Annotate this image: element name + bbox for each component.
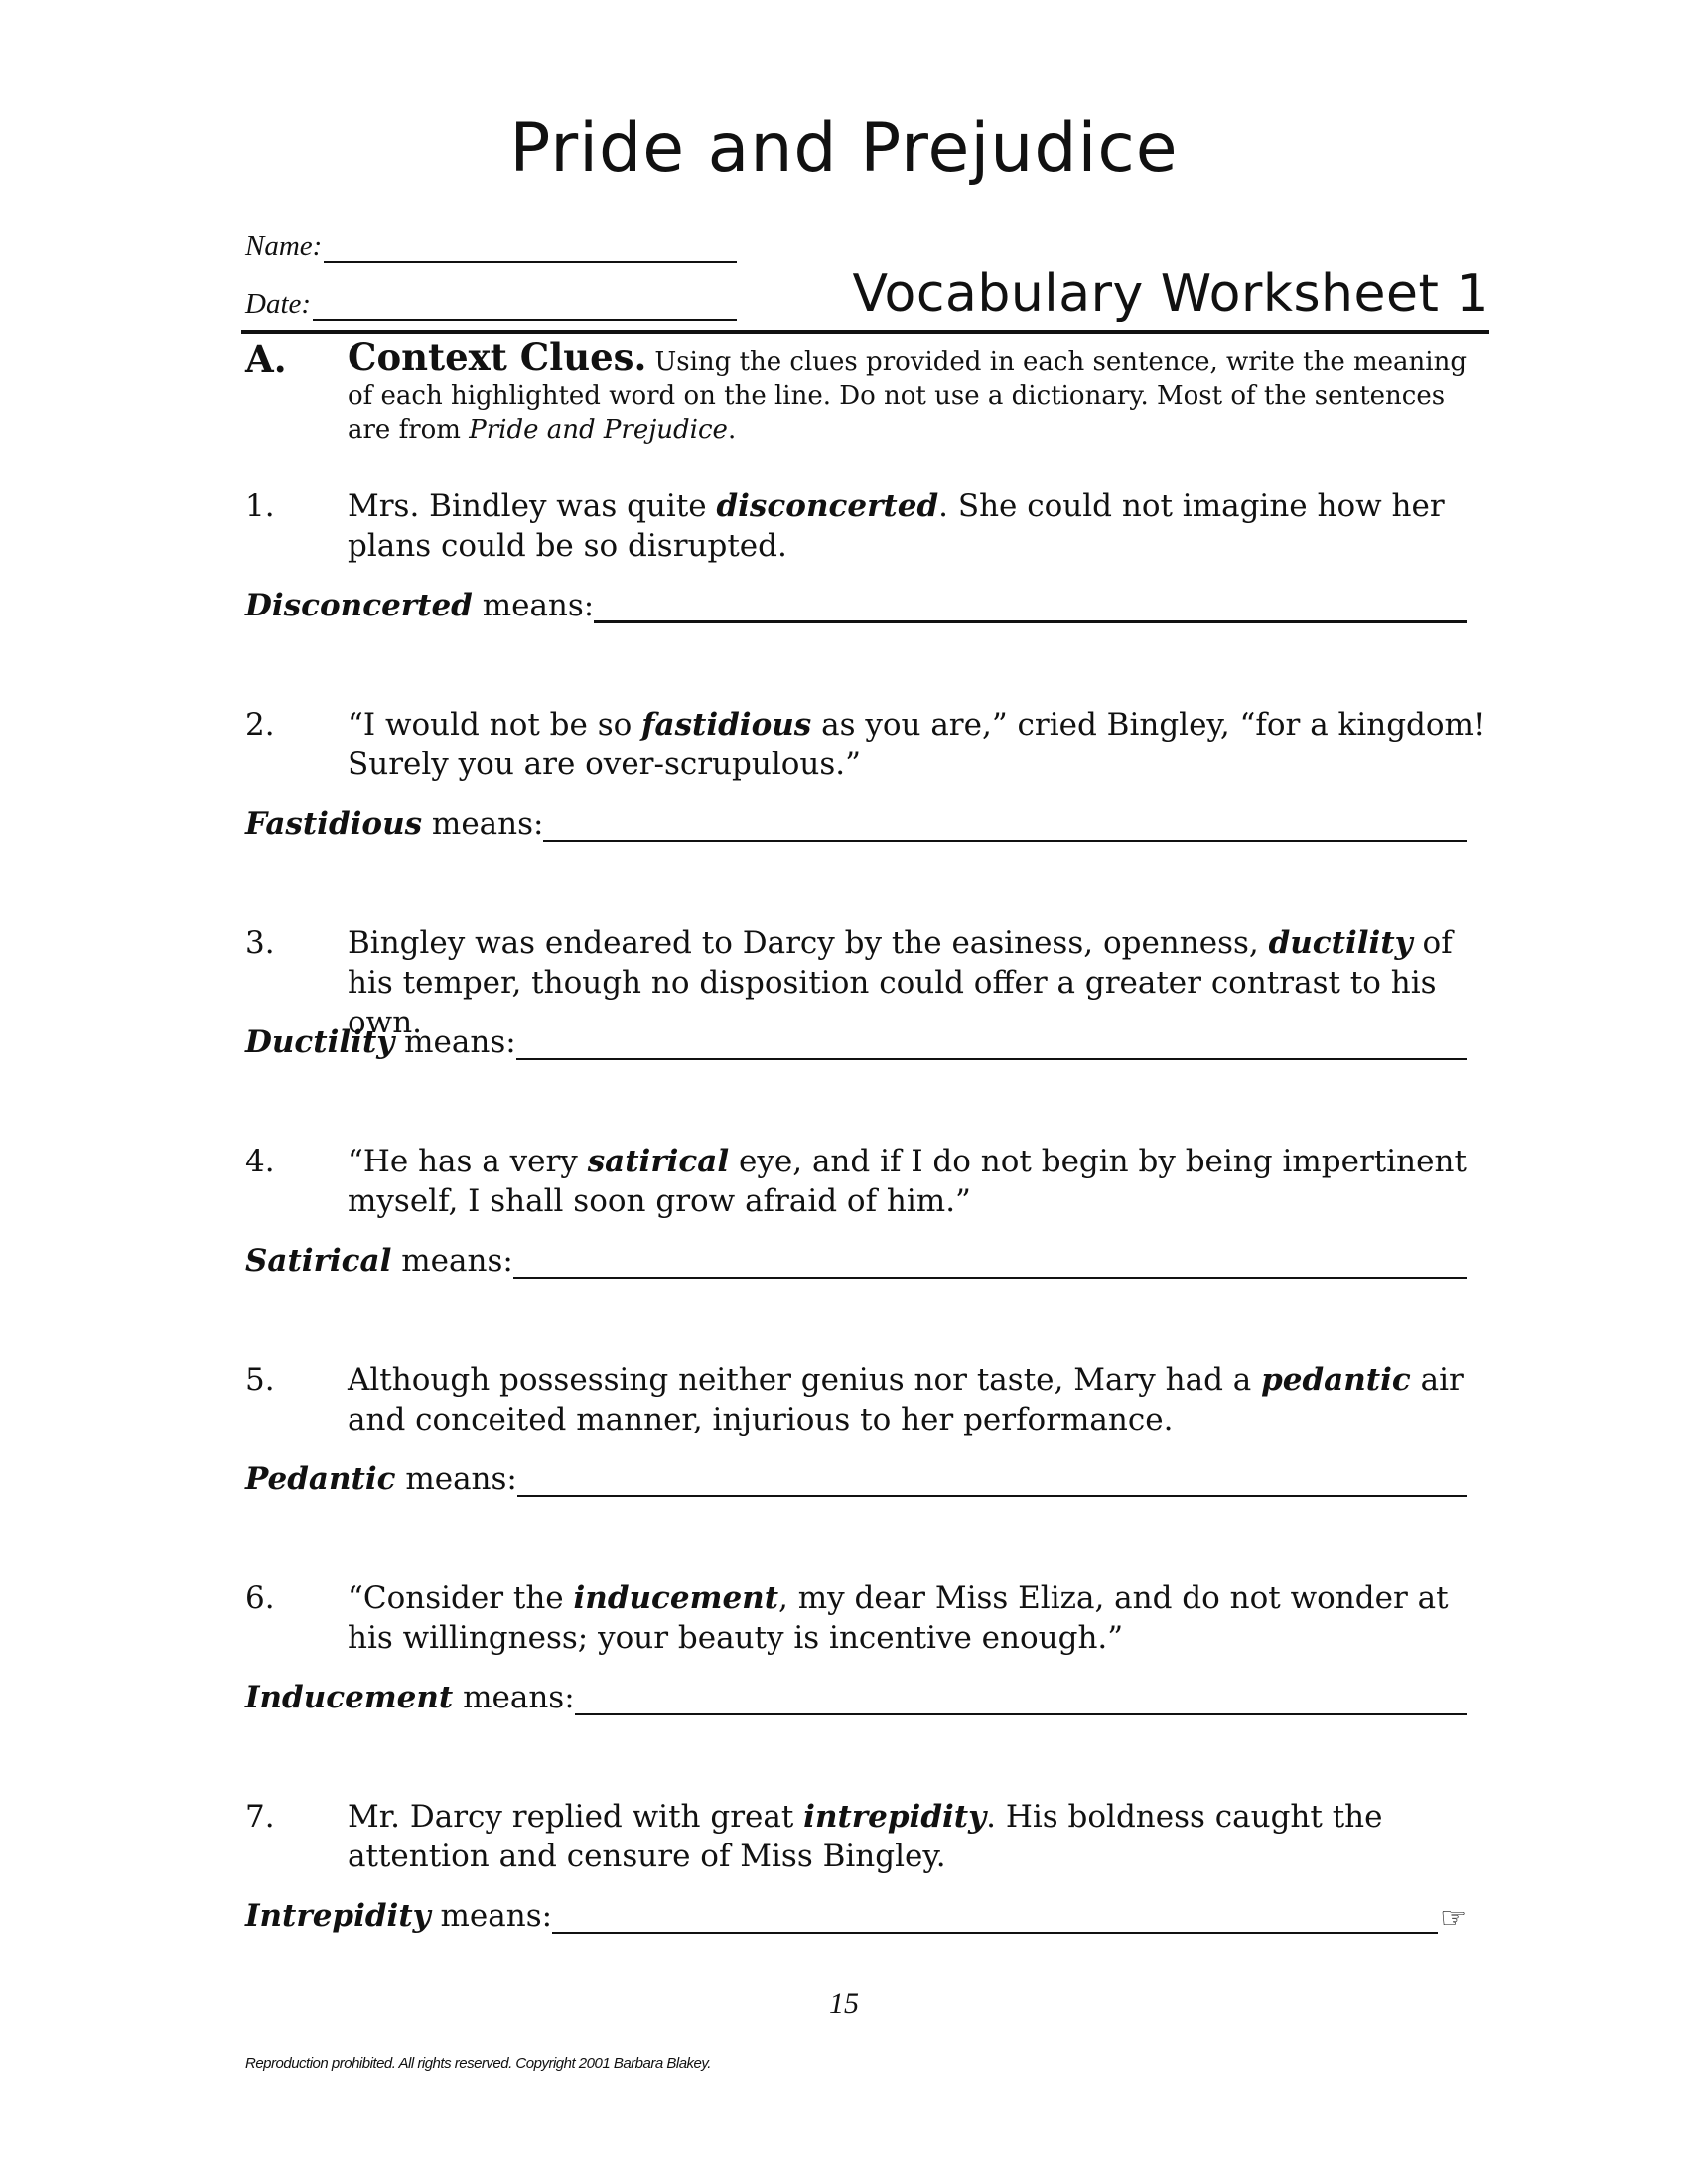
- answer-word: Ductility: [245, 1024, 395, 1060]
- highlighted-word: disconcerted: [716, 488, 939, 524]
- date-label: Date:: [245, 288, 312, 320]
- instructions-text: Using the clues provided in each sentence, write the meaning of each highlighted word on the line. Do not use a dictionary. Most of the sentences are from: [348, 347, 1467, 445]
- answer-word: Disconcerted: [245, 588, 473, 623]
- name-line[interactable]: [324, 239, 737, 263]
- header-rule: [241, 330, 1489, 334]
- answer-6[interactable]: [245, 1680, 1467, 1715]
- question-text: Mr. Darcy replied with great intrepidity. His boldness caught the attention and censure of Miss Bingley.: [348, 1799, 1383, 1874]
- question-text: Mrs. Bindley was quite disconcerted. She could not imagine how her plans could be so disrupted.: [348, 488, 1445, 564]
- means-label: means:: [453, 1680, 575, 1715]
- question-text: “Consider the inducement, my dear Miss Eliza, and do not wonder at his willingness; your beauty is incentive enough.”: [348, 1580, 1449, 1656]
- highlighted-word: satirical: [587, 1144, 730, 1179]
- question-number: 4.: [245, 1144, 275, 1179]
- page-number: 15: [829, 1987, 859, 2020]
- question-text: “He has a very satirical eye, and if I do not begin by being impertinent myself, I shall soon grow afraid of him.”: [348, 1144, 1467, 1219]
- answer-word: Intrepidity: [245, 1898, 431, 1934]
- instructions-book-title: Pride and Prejudice: [469, 415, 728, 445]
- means-label: means:: [422, 806, 544, 842]
- section-heading: Context Clues.: [348, 336, 647, 379]
- means-label: means:: [394, 1024, 516, 1060]
- question-7: [245, 1797, 1496, 1876]
- answer-line[interactable]: [513, 1253, 1467, 1279]
- worksheet-subtitle: Vocabulary Worksheet 1: [852, 264, 1489, 324]
- section-instructions: [348, 336, 1470, 447]
- question-text: “I would not be so fastidious as you are,” cried Bingley, “for a kingdom! Surely you are over-scrupulous.”: [348, 707, 1486, 782]
- answer-line[interactable]: [575, 1690, 1467, 1715]
- answer-line[interactable]: [543, 816, 1467, 842]
- means-label: means:: [395, 1461, 517, 1497]
- highlighted-word: inducement: [573, 1580, 779, 1616]
- question-2: [245, 705, 1496, 784]
- answer-line[interactable]: [516, 1034, 1467, 1060]
- page-title: Pride and Prejudice: [509, 109, 1179, 188]
- answer-2[interactable]: [245, 806, 1467, 842]
- question-number: 7.: [245, 1799, 275, 1835]
- answer-7[interactable]: [245, 1898, 1467, 1934]
- date-field[interactable]: [245, 288, 737, 321]
- answer-3[interactable]: [245, 1024, 1467, 1060]
- name-field[interactable]: [245, 230, 737, 263]
- question-number: 3.: [245, 925, 275, 961]
- pointing-hand-icon: ☞: [1440, 1901, 1467, 1936]
- answer-word: Satirical: [245, 1243, 392, 1279]
- copyright-notice: Reproduction prohibited. All rights reserved. Copyright 2001 Barbara Blakey.: [245, 2055, 711, 2072]
- answer-word: Inducement: [245, 1680, 454, 1715]
- highlighted-word: ductility: [1268, 925, 1413, 961]
- date-line[interactable]: [313, 297, 737, 321]
- question-number: 5.: [245, 1362, 275, 1398]
- question-5: [245, 1360, 1496, 1439]
- answer-word: Pedantic: [245, 1461, 396, 1497]
- instructions-end: .: [727, 415, 737, 445]
- question-1: [245, 486, 1496, 566]
- means-label: means:: [472, 588, 595, 623]
- answer-line[interactable]: [517, 1471, 1467, 1497]
- question-6: [245, 1578, 1496, 1658]
- question-number: 2.: [245, 707, 275, 743]
- answer-1[interactable]: [245, 588, 1467, 623]
- question-text: Although possessing neither genius nor taste, Mary had a pedantic air and conceited manner, injurious to her performance.: [348, 1362, 1464, 1437]
- question-4: [245, 1142, 1496, 1221]
- means-label: means:: [430, 1898, 553, 1934]
- answer-5[interactable]: [245, 1461, 1467, 1497]
- question-number: 1.: [245, 488, 275, 524]
- highlighted-word: pedantic: [1261, 1362, 1411, 1398]
- name-label: Name:: [245, 230, 323, 262]
- answer-word: Fastidious: [245, 806, 423, 842]
- highlighted-word: fastidious: [641, 707, 812, 743]
- question-text: Bingley was endeared to Darcy by the easiness, openness, ductility of his temper, though no disposition could offer a greater contrast to his own.: [348, 925, 1453, 1040]
- highlighted-word: intrepidity: [803, 1799, 987, 1835]
- section-letter: A.: [245, 338, 287, 381]
- answer-line[interactable]: [594, 597, 1467, 623]
- answer-line[interactable]: [552, 1908, 1438, 1934]
- means-label: means:: [391, 1243, 513, 1279]
- question-number: 6.: [245, 1580, 275, 1616]
- answer-4[interactable]: [245, 1243, 1467, 1279]
